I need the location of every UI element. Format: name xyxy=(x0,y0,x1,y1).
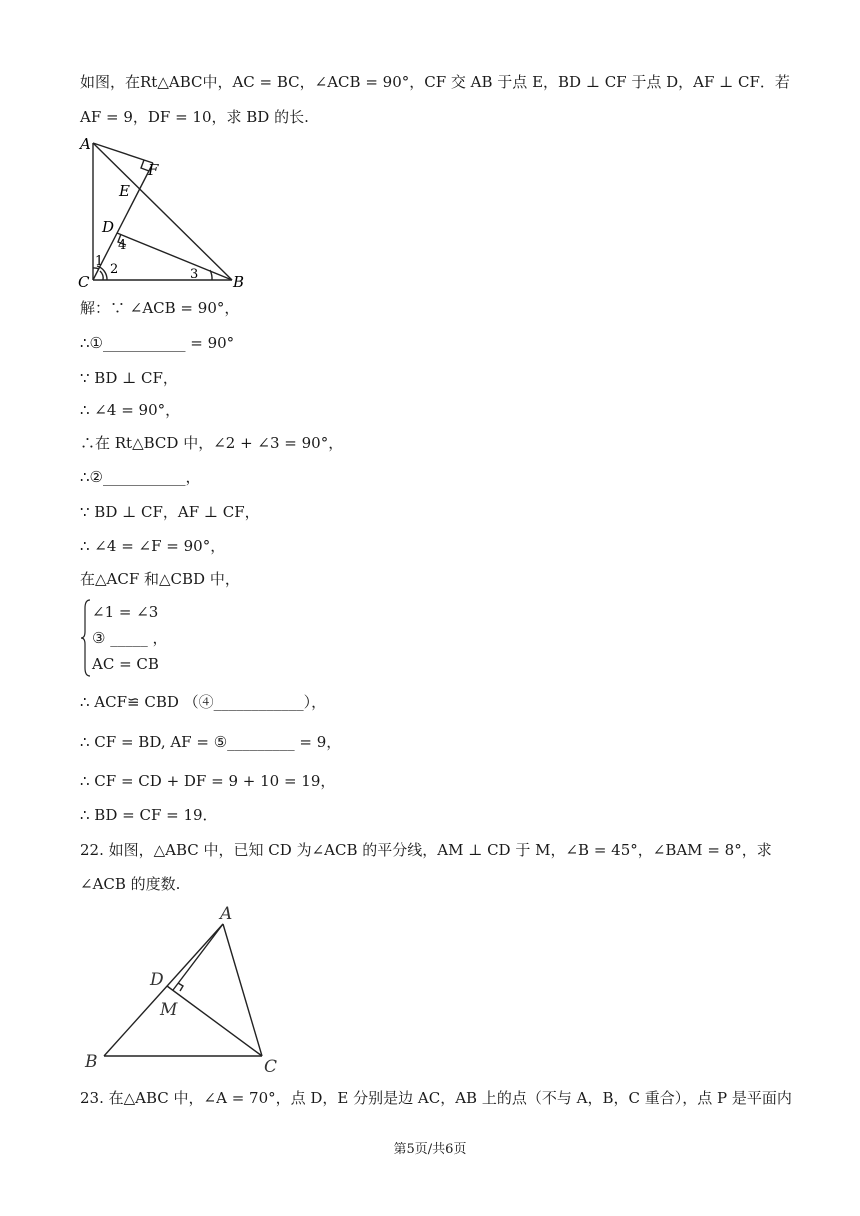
system-line: AC = CB xyxy=(92,655,159,673)
figure-2-triangle xyxy=(80,900,300,1080)
solution-line: ∴ ∠4 = 90°， xyxy=(80,401,181,419)
solution-line: 解：∵ ∠ACB = 90°， xyxy=(80,299,240,317)
segment-cd xyxy=(167,986,262,1056)
problem21-line1: 如图，在Rt△ABC中，AC = BC，∠ACB = 90°，CF 交 AB 于点 E，BD ⊥ CF 于点 D，AF ⊥ CF．若 xyxy=(80,73,790,91)
solution-line: ∴ BD = CF = 19． xyxy=(80,806,218,824)
solution-line: ∴ CF = BD, AF = ⑤_________ = 9， xyxy=(80,733,342,751)
solution-line: ∴ CF = CD + DF = 9 + 10 = 19， xyxy=(80,772,336,790)
label-angle-2: 2 xyxy=(110,262,119,277)
label-e: E xyxy=(119,182,130,200)
label-angle-1: 1 xyxy=(95,254,104,269)
system-line: ③ _____ ， xyxy=(92,629,168,647)
problem21-line2: AF = 9，DF = 10，求 BD 的长. xyxy=(80,108,309,126)
solution-line: ∴①___________ = 90° xyxy=(80,334,235,352)
label-d: D xyxy=(102,218,115,236)
segment-bd xyxy=(117,233,232,280)
solution-line: ∴ ∠4 = ∠F = 90°， xyxy=(80,537,226,555)
label-d: D xyxy=(150,970,164,990)
right-angle-mark-m xyxy=(178,983,183,991)
label-b: B xyxy=(233,273,245,291)
page-footer: 第5页/共6页 xyxy=(393,1142,467,1157)
label-f: F xyxy=(148,161,159,179)
equation-system xyxy=(80,598,240,678)
figure-1-triangle xyxy=(70,135,260,295)
label-m: M xyxy=(160,1000,178,1020)
solution-line: ∴在 Rt△BCD 中，∠2 + ∠3 = 90°， xyxy=(80,434,344,452)
problem22-line1: 22. 如图，△ABC 中，已知 CD 为∠ACB 的平分线，AM ⊥ CD 于 M，∠B = 45°，∠BAM = 8°，求 xyxy=(80,841,772,859)
problem22-line2: ∠ACB 的度数. xyxy=(80,875,181,893)
system-line: ∠1 = ∠3 xyxy=(92,603,159,621)
label-angle-4: 4 xyxy=(118,238,127,253)
label-c: C xyxy=(264,1057,278,1077)
solution-line: ∵ BD ⊥ CF， xyxy=(80,369,178,387)
label-angle-3: 3 xyxy=(190,267,199,282)
solution-line: ∴ ACF≌ CBD （④____________）， xyxy=(80,693,327,711)
segment-ba xyxy=(104,924,223,1056)
segment-ab xyxy=(93,143,232,280)
solution-line: 在△ACF 和△CBD 中， xyxy=(80,570,240,588)
solution-line: ∵ BD ⊥ CF，AF ⊥ CF， xyxy=(80,503,260,521)
problem23-line1: 23. 在△ABC 中，∠A = 70°，点 D，E 分别是边 AC，AB 上的点（不与 A，B，C 重合），点 P 是平面内 xyxy=(80,1089,792,1107)
label-a: A xyxy=(220,904,233,924)
label-c: C xyxy=(78,273,90,291)
segment-am xyxy=(173,924,223,990)
label-b: B xyxy=(85,1052,98,1072)
label-a: A xyxy=(80,135,91,153)
brace-icon xyxy=(80,598,92,678)
solution-line: ∴②___________， xyxy=(80,468,201,486)
segment-ac xyxy=(223,924,262,1056)
